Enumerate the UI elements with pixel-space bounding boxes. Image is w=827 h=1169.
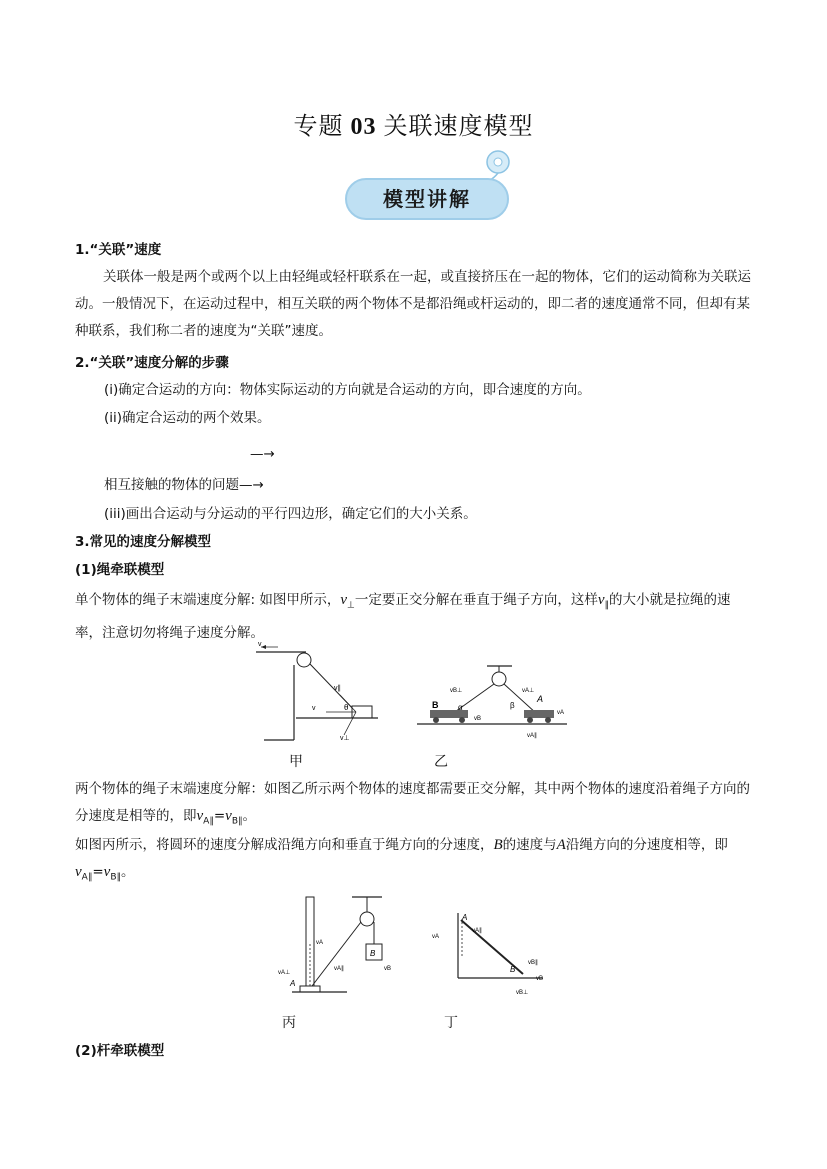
flower-decoration-icon bbox=[484, 148, 514, 182]
label-vAperp-bing: vA⊥ bbox=[278, 970, 291, 976]
contact-problem: 相互接触的物体的问题—→ bbox=[104, 477, 264, 493]
figure-caption-bing: 丙 bbox=[282, 1015, 296, 1031]
label-B-ding: B bbox=[510, 965, 516, 974]
label-vA-ding: vA bbox=[432, 934, 440, 940]
figure-caption-ding: 丁 bbox=[444, 1015, 458, 1031]
section-1-paragraph: 关联体一般是两个或两个以上由轻绳或轻杆联系在一起，或直接挤压在一起的物体，它们的运动简称为关联运动。一般情况下，在运动过程中，相互关联的两个物体不是都沿绳或杆运动的，即二者的速度通常不同，但却有某种联系，我们称二者的速度为“关联”速度。 bbox=[75, 269, 751, 339]
figure-jia bbox=[256, 640, 381, 745]
step-1: (i)确定合运动的方向：物体实际运动的方向就是合运动的方向，即合速度的方向。 bbox=[104, 382, 591, 398]
figure-caption-jia: 甲 bbox=[289, 754, 303, 770]
label-vApar-ding: vA∥ bbox=[472, 928, 483, 934]
subsection-rope-heading: (1)绳牵联模型 bbox=[75, 562, 165, 578]
arrow-text: —→ bbox=[250, 446, 275, 462]
label-v-jia: v bbox=[258, 641, 262, 648]
section-badge: 模型讲解 bbox=[345, 178, 509, 220]
label-A-ding: A bbox=[462, 913, 468, 922]
label-vApar-yi: vA∥ bbox=[527, 733, 538, 739]
subsection-rod-heading: (2)杆牵联模型 bbox=[75, 1043, 165, 1059]
figure-yi bbox=[412, 662, 572, 742]
section-2-heading: 2.“关联”速度分解的步骤 bbox=[75, 355, 229, 371]
label-vA-bing: vA bbox=[316, 940, 324, 946]
figure-caption-yi: 乙 bbox=[434, 754, 448, 770]
label-A-yi: A bbox=[537, 694, 544, 704]
figure-bing bbox=[272, 892, 402, 1002]
label-vBperp-ding: vB⊥ bbox=[516, 990, 529, 996]
label-vApar-bing: vA∥ bbox=[334, 966, 345, 972]
label-alpha-yi: α bbox=[458, 703, 463, 712]
label-B-bing: B bbox=[370, 949, 376, 958]
figure-ding bbox=[428, 908, 558, 998]
step-3: (iii)画出合运动与分运动的平行四边形，确定它们的大小关系。 bbox=[104, 506, 477, 522]
label-vB-bing: vB bbox=[384, 966, 392, 972]
rope-paragraph-3: 如图丙所示，将圆环的速度分解成沿绳方向和垂直于绳方向的分速度，B的速度与A沿绳方向的分速度相等，即$v_{A\parallel}=v_{B\parallel}$。 bbox=[75, 837, 728, 883]
label-vB-ding: vB bbox=[536, 976, 544, 982]
rope-paragraph-1: 单个物体的绳子末端速度分解: 如图甲所示，$v_\perp$一定要正交分解在垂直于绳子方向，这样$v_\parallel$的大小就是拉绳的速率，注意切勿将绳子速度分解。 bbox=[75, 592, 731, 641]
section-1-heading: 1.“关联”速度 bbox=[75, 242, 162, 258]
label-vA-yi: vA bbox=[557, 710, 565, 716]
label-vperp-jia: v⊥ bbox=[340, 735, 350, 742]
label-beta-yi: β bbox=[510, 701, 515, 710]
label-vBperp-yi: vB⊥ bbox=[450, 688, 463, 694]
rope-paragraph-2: 两个物体的绳子末端速度分解：如图乙所示两个物体的速度都需要正交分解，其中两个物体的速度沿着绳子方向的分速度是相等的，即$v_{A\parallel}=v_{B\parallel}$。 bbox=[75, 781, 750, 827]
step-2: (ii)确定合运动的两个效果。 bbox=[104, 410, 271, 426]
section-3-heading: 3.常见的速度分解模型 bbox=[75, 534, 212, 550]
label-vpar-jia: v∥ bbox=[334, 685, 341, 692]
label-A-bing: A bbox=[290, 979, 296, 988]
label-theta-jia: θ bbox=[344, 703, 349, 712]
label-vAperp-yi: vA⊥ bbox=[522, 688, 535, 694]
label-v2-jia: v bbox=[312, 705, 316, 712]
label-vB-yi: vB bbox=[474, 716, 482, 722]
label-B-yi: B bbox=[432, 700, 439, 710]
label-vBpar-ding: vB∥ bbox=[528, 960, 539, 966]
page-title: 专题 03 关联速度模型 bbox=[293, 112, 534, 140]
